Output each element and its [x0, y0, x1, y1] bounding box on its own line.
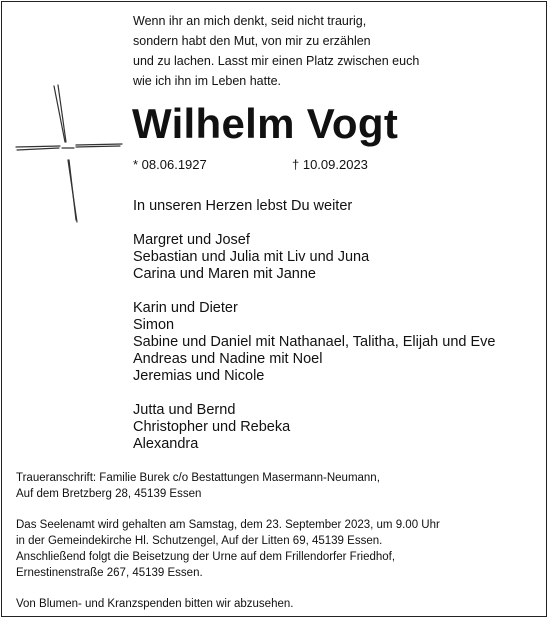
address-line: Auf dem Bretzberg 28, 45139 Essen [16, 488, 202, 500]
poem-line: sondern habt den Mut, von mir zu erzählen [133, 34, 371, 48]
family-line: Andreas und Nadine mit Noel [133, 351, 323, 367]
poem-line: und zu lachen. Lasst mir einen Platz zwischen euch [133, 54, 420, 68]
service-details [16, 517, 536, 581]
poem-line: Wenn ihr an mich denkt, seid nicht traurig, [133, 14, 367, 28]
service-line: Das Seelenamt wird gehalten am Samstag, dem 23. September 2023, um 9.00 Uhr [16, 519, 440, 531]
cross-icon [14, 84, 124, 224]
family-line: Sabine und Daniel mit Nathanael, Talitha, Elijah und Eve [133, 334, 496, 350]
family-line: Karin und Dieter [133, 300, 238, 316]
deceased-name: Wilhelm Vogt [132, 100, 399, 147]
family-line: Alexandra [133, 436, 199, 452]
service-line: in der Gemeindekirche Hl. Schutzengel, Auf der Litten 69, 45139 Essen. [16, 535, 383, 547]
address-line: Traueranschrift: Familie Burek c/o Bestattungen Masermann-Neumann, [16, 472, 380, 484]
family-group [133, 402, 543, 453]
flower-request: Von Blumen- und Kranzspenden bitten wir abzusehen. [16, 598, 294, 610]
family-line: Carina und Maren mit Janne [133, 266, 316, 282]
mourning-address [16, 470, 536, 502]
family-line: Jeremias und Nicole [133, 368, 265, 384]
service-line: Ernestinenstraße 267, 45139 Essen. [16, 567, 203, 579]
family-line: Simon [133, 317, 175, 333]
death-date: † 10.09.2023 [292, 157, 368, 172]
poem-line: wie ich ihn im Leben hatte. [133, 74, 282, 88]
family-line: Christopher und Rebeka [133, 419, 291, 435]
family-group [133, 300, 543, 385]
notice-footer [16, 470, 536, 612]
obituary-notice [1, 1, 547, 617]
birth-date: * 08.06.1927 [133, 157, 207, 172]
family-line: Sebastian und Julia mit Liv und Juna [133, 249, 370, 265]
family-line: Margret und Josef [133, 232, 250, 248]
memorial-poem [133, 11, 533, 91]
family-line: Jutta und Bernd [133, 402, 236, 418]
mourners-section [133, 198, 543, 470]
family-group [133, 232, 543, 283]
motto: In unseren Herzen lebst Du weiter [133, 198, 353, 214]
service-line: Anschließend folgt die Beisetzung der Urne auf dem Frillendorfer Friedhof, [16, 551, 396, 563]
